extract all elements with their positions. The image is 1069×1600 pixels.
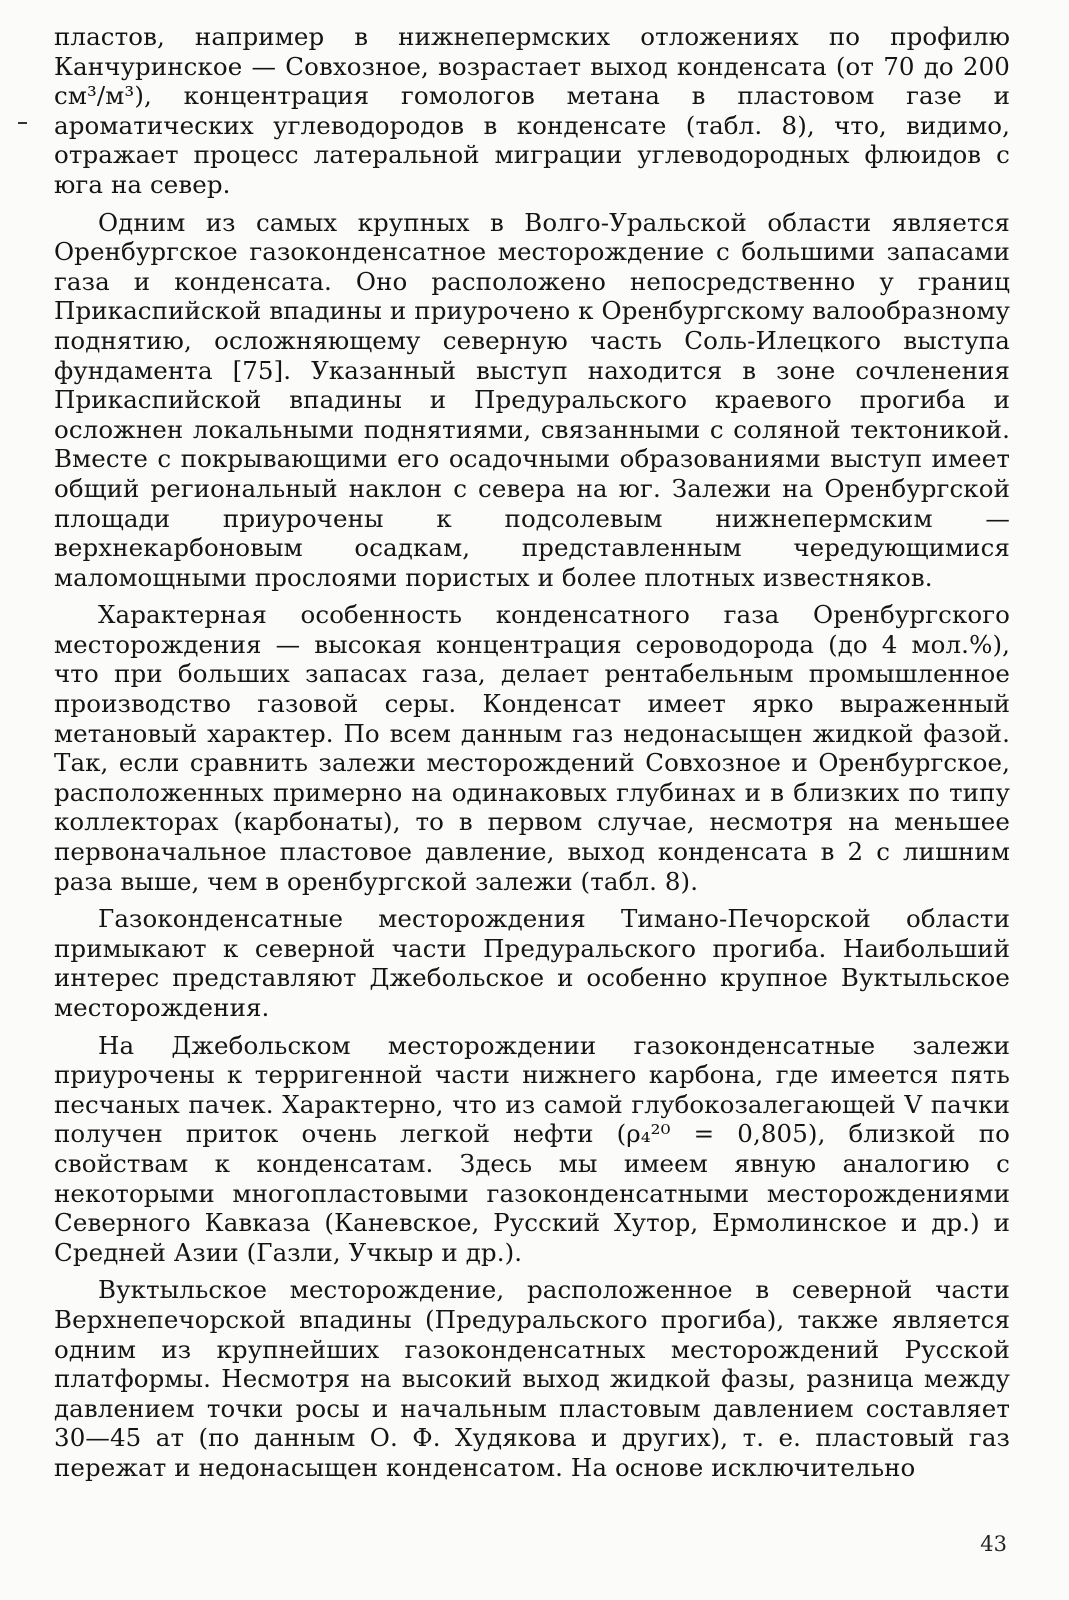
page-number: 43 xyxy=(980,1532,1007,1556)
paragraph-5: На Джебольском месторождении газоконденсатные залежи приурочены к терригенной части нижнего карбона, где имеется пять песчаных пачек. Характерно, что из самой глубокозалегающей V пачки получен приток очень легкой нефти (ρ₄²⁰ = 0,805), близкой по свойствам к конденсатам. Здесь мы имеем явную аналогию с некоторыми многопластовыми газоконденсатными месторождениями Северного Кавказа (Каневское, Русский Хутор, Ермолинское и др.) и Средней Азии (Газли, Учкыр и др.). xyxy=(54,1030,1010,1267)
paragraph-2: Одним из самых крупных в Волго-Уральской области является Оренбургское газоконденсатное месторождение с большими запасами газа и конденсата. Оно расположено непосредственно у границ Прикаспийской впадины и приурочено к Оренбургскому валообразному поднятию, осложняющему северную часть Соль-Илецкого выступа фундамента [75]. Указанный выступ находится в зоне сочленения Прикаспийской впадины и Предуральского краевого прогиба и осложнен локальными поднятиями, связанными с соляной тектоникой. Вместе с покрывающими его осадочными образованиями выступ имеет общий региональный наклон с севера на юг. Залежи на Оренбургской площади приурочены к подсолевым нижнепермским — верхнекарбоновым осадкам, представленным чередующимися маломощными прослоями пористых и более плотных известняков. xyxy=(54,207,1010,592)
page-body xyxy=(54,22,1010,1491)
margin-mark xyxy=(18,122,27,124)
paragraph-1: пластов, например в нижнепермских отложениях по профилю Канчуринское — Совхозное, возрастает выход конденсата (от 70 до 200 см³/м³), концентрация гомологов метана в пластовом газе и ароматических углеводородов в конденсате (табл. 8), что, видимо, отражает процесс латеральной миграции углеводородных флюидов с юга на север. xyxy=(54,22,1010,199)
paragraph-4: Газоконденсатные месторождения Тимано-Печорской области примыкают к северной части Предуральского прогиба. Наибольший интерес представляют Джебольское и особенно крупное Вуктыльское месторождения. xyxy=(54,904,1010,1022)
paragraph-6: Вуктыльское месторождение, расположенное в северной части Верхнепечорской впадины (Предуральского прогиба), также является одним из крупнейших газоконденсатных месторождений Русской платформы. Несмотря на высокий выход жидкой фазы, разница между давлением точки росы и начальным пластовым давлением составляет 30—45 ат (по данным О. Ф. Худякова и других), т. е. пластовый газ пережат и недонасыщен конденсатом. На основе исключительно xyxy=(54,1275,1010,1482)
paragraph-3: Характерная особенность конденсатного газа Оренбургского месторождения — высокая концентрация сероводорода (до 4 мол.%), что при больших запасах газа, делает рентабельным промышленное производство газовой серы. Конденсат имеет ярко выраженный метановый характер. По всем данным газ недонасыщен жидкой фазой. Так, если сравнить залежи месторождений Совхозное и Оренбургское, расположенных примерно на одинаковых глубинах и в близких по типу коллекторах (карбонаты), то в первом случае, несмотря на меньшее первоначальное пластовое давление, выход конденсата в 2 с лишним раза выше, чем в оренбургской залежи (табл. 8). xyxy=(54,600,1010,896)
